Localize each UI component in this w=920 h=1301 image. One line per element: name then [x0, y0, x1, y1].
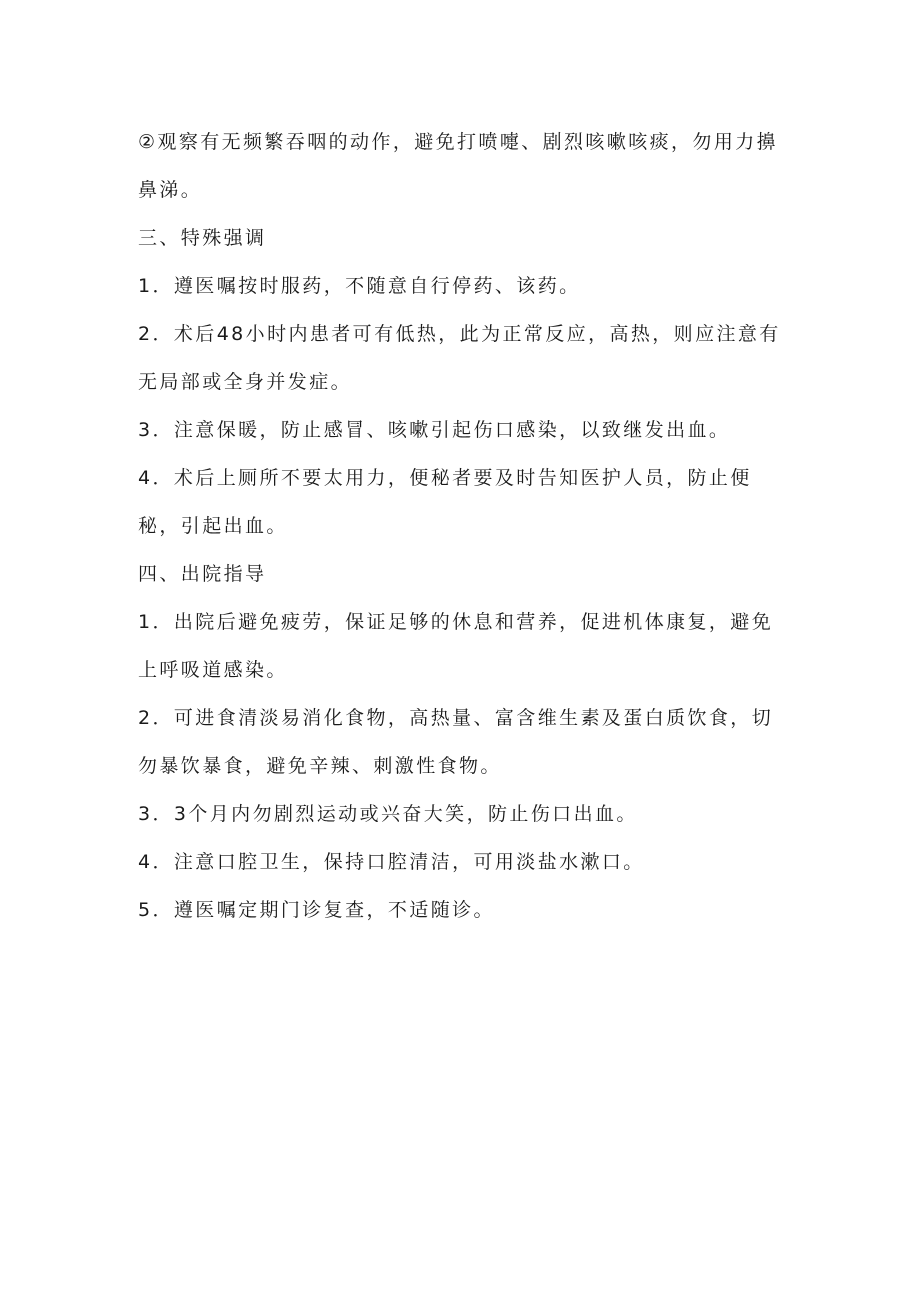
paragraph-discharge-5: 5．遵医嘱定期门诊复查，不适随诊。: [138, 899, 495, 921]
paragraph-observe-swallowing: ②观察有无频繁吞咽的动作，避免打喷嚏、剧烈咳嗽咳痰，勿用力擤鼻涕。: [138, 131, 779, 201]
paragraph-emphasis-4: 4．术后上厕所不要太用力，便秘者要及时告知医护人员，防止便秘，引起出血。: [138, 467, 752, 537]
paragraph-discharge-1: 1．出院后避免疲劳，保证足够的休息和营养，促进机体康复，避免上呼吸道感染。: [138, 611, 774, 681]
paragraph-discharge-4: 4．注意口腔卫生，保持口腔清洁，可用淡盐水漱口。: [138, 851, 645, 873]
paragraph-discharge-2: 2．可进食清淡易消化食物，高热量、富含维生素及蛋白质饮食，切勿暴饮暴食，避免辛辣、刺激性食物。: [138, 707, 774, 777]
paragraph-emphasis-1: 1．遵医嘱按时服药，不随意自行停药、该药。: [138, 275, 581, 297]
paragraph-emphasis-3: 3．注意保暖，防止感冒、咳嗽引起伤口感染，以致继发出血。: [138, 419, 731, 441]
paragraph-emphasis-2: 2．术后48小时内患者可有低热，此为正常反应，高热，则应注意有无局部或全身并发症。: [138, 323, 781, 393]
paragraph-discharge-3: 3．3个月内勿剧烈运动或兴奋大笑，防止伤口出血。: [138, 803, 638, 825]
document-body: [138, 118, 786, 934]
section-heading-discharge-guidance: 四、出院指导: [138, 563, 267, 585]
section-heading-special-emphasis: 三、特殊强调: [138, 227, 267, 249]
